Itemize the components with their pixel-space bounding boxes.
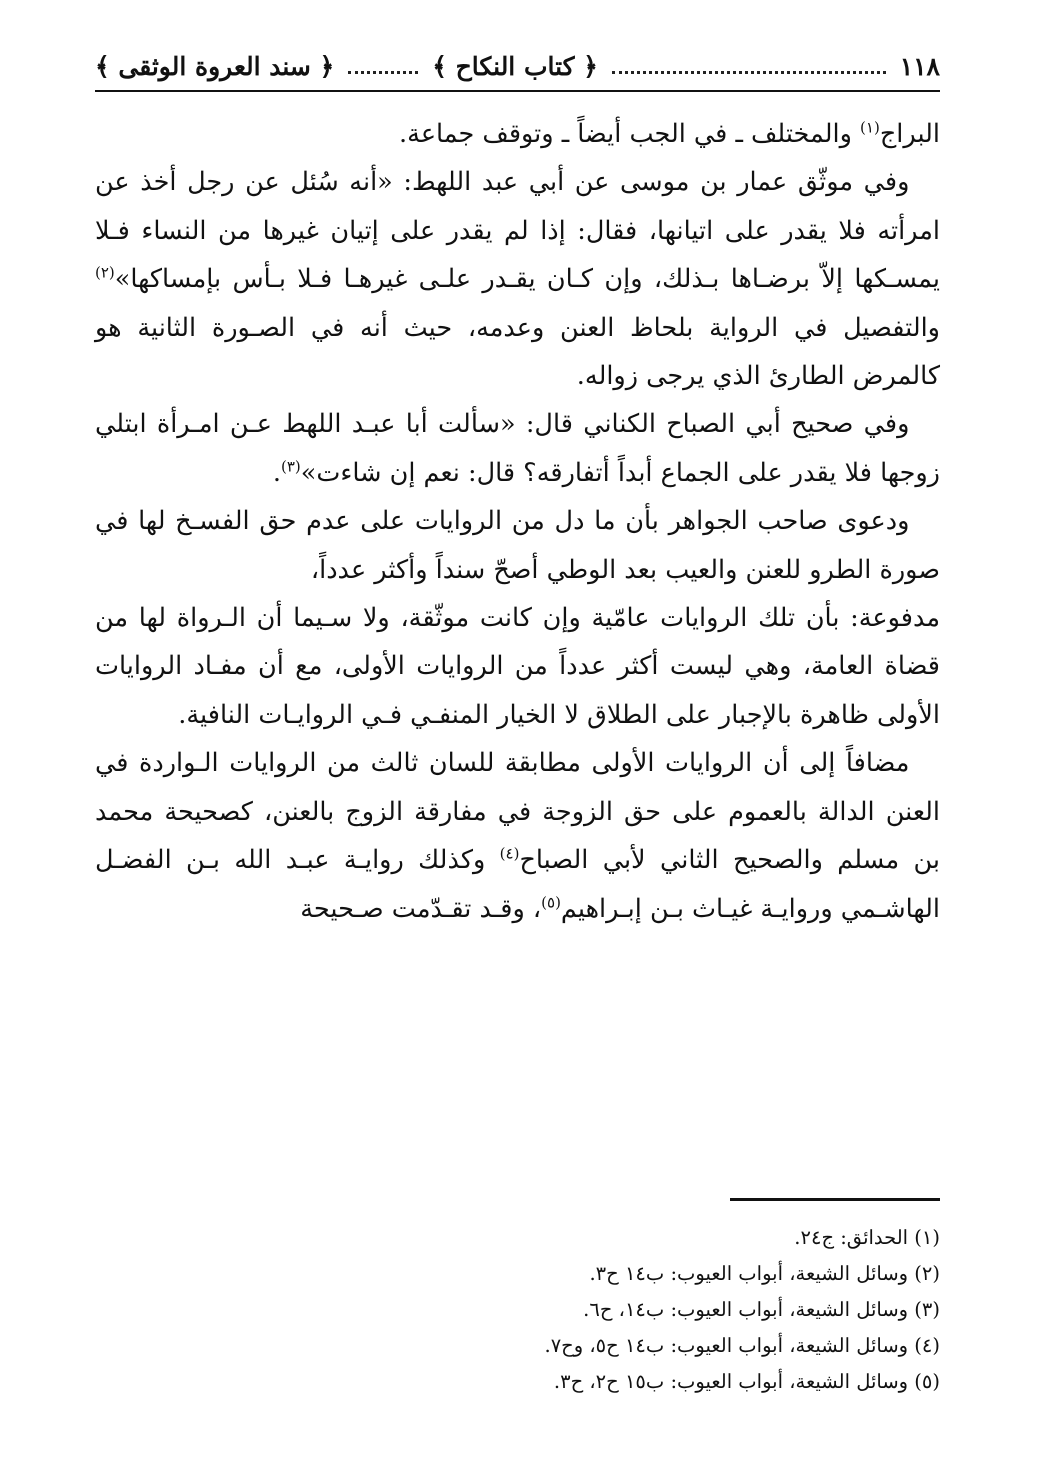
book-page xyxy=(95,40,940,1440)
text-run: ، وقـد تقـدّمت صـحيحة xyxy=(300,893,542,924)
book-title: ﴿ سند العروة الوثقى ﴾ xyxy=(95,51,335,81)
text-run: وكذلك روايـة عبـد الله بـن الفضـل الهاشـمي وروايـة غيـاث بـن إبـراهيم xyxy=(95,845,940,924)
text-run: والتفصيل في الرواية بلحاظ العنن وعدمه، حيث أنه في الصـورة الثانية هو كالمرض الطارئ الذي يرجى زواله. xyxy=(95,312,940,392)
footnote: (٣) وسائل الشيعة، أبواب العيوب: ب١٤، ح٦. xyxy=(583,1298,940,1321)
running-header xyxy=(95,40,940,92)
footnotes xyxy=(95,1220,940,1400)
header-rule xyxy=(95,90,940,92)
body-text xyxy=(95,110,940,933)
footnote-separator xyxy=(730,1198,940,1201)
footnote-ref: (١) xyxy=(860,118,880,137)
paragraph xyxy=(95,594,940,739)
text-run: ودعوى صاحب الجواهر بأن ما دل من الروايات على عدم حق الفسـخ لها في صورة الطرو للعنن والعيب بعد الوطي أصحّ سنداً وأكثر عدداً، xyxy=(95,506,940,585)
footnote: (٥) وسائل الشيعة، أبواب العيوب: ب١٥ ح٢، ح٣. xyxy=(553,1370,940,1393)
paragraph xyxy=(95,400,940,497)
text-run: مضافاً إلى أن الروايات الأولى مطابقة للسان ثالث من الروايات الـواردة في العنن الدالة بالعموم على حق الزوجة في مفارقة الزوج بالعنن، كصحيحة محمد بن مسلم والصحيح الثاني لأبي الصباح xyxy=(95,748,940,876)
paragraph xyxy=(95,110,940,158)
footnote-ref: (٤) xyxy=(499,844,520,863)
footnote-ref: (٢) xyxy=(95,263,115,282)
footnote: (٤) وسائل الشيعة، أبواب العيوب: ب١٤ ح٥، وح٧. xyxy=(544,1334,940,1357)
paragraph xyxy=(95,158,940,400)
chapter-title: ﴿ كتاب النكاح ﴾ xyxy=(432,51,598,81)
text-run: . xyxy=(272,457,281,488)
paragraph xyxy=(95,497,940,594)
text-run: البراج xyxy=(879,119,940,149)
footnote-ref: (٥) xyxy=(541,893,561,911)
header-leader-dots-short xyxy=(348,71,418,74)
text-run: وفي صحيح أبي الصباح الكناني قال: «سألت أبا عبـد اللهط عـن امـرأة ابتلي زوجها فلا يقدر على الجماع أبداً أتفارقه؟ قال: نعم إن شاءت» xyxy=(95,409,940,488)
page-number: ١١٨ xyxy=(899,51,940,81)
footnote: (٢) وسائل الشيعة، أبواب العيوب: ب١٤ ح٣. xyxy=(589,1262,940,1285)
header-leader-dots xyxy=(612,71,886,74)
footnote: (١) الحدائق: ج٢٤. xyxy=(794,1226,940,1249)
text-run: والمختلف ـ في الجب أيضاً ـ وتوقف جماعة. xyxy=(399,119,861,149)
paragraph xyxy=(95,739,940,933)
text-run: وفي موثّق عمار بن موسى عن أبي عبد اللهط: «أنه سُئل عن رجل أخذ عن امرأته فلا يقدر على اتيانها، فقال: إذا لم يقدر على إتيان غيرها من النساء فـلا يمسـكها إلاّ برضـاها بـذلك، وإن كـان يقـدر علـى غيرهـا فـلا بـأس بإمساكها» xyxy=(95,167,940,295)
text-run: مدفوعة: بأن تلك الروايات عامّية وإن كانت موثّقة، ولا سـيما أن الـرواة لها من قضاة العامة، وهي ليست أكثر عدداً من الروايات الأولى، مع أن مفـاد الروايات الأولى ظاهرة بالإجبار على الطلاق لا الخيار المنفـي فـي الروايـات النافية. xyxy=(95,603,941,730)
footnote-ref: (٣) xyxy=(280,457,301,476)
